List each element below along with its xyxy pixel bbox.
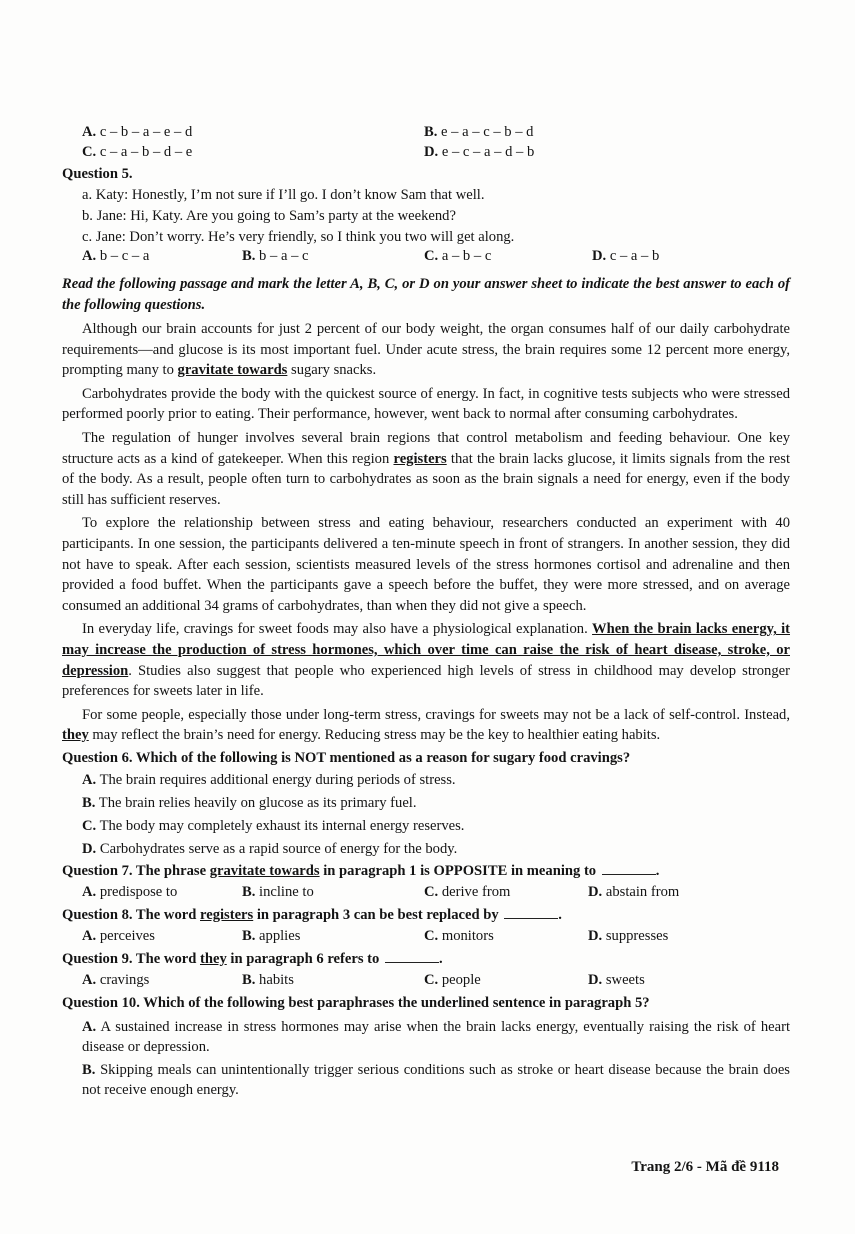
- q7-option-c: C. derive from: [424, 883, 511, 900]
- q8-option-d: D. suppresses: [588, 927, 669, 944]
- q7-option-d: D. abstain from: [588, 883, 680, 900]
- q6-option-d: D. Carbohydrates serve as a rapid source of energy for the body.: [82, 840, 458, 857]
- q10-option-b: B. Skipping meals can unintentionally trigger serious conditions such as stroke or heart disease because the brain does not receive enough energy.: [82, 1061, 790, 1098]
- q5-option-b: B. b – a – c: [242, 248, 309, 264]
- q4-option-a: A. c – b – a – e – d: [82, 124, 193, 140]
- q4-option-b: B. e – a – c – b – d: [424, 124, 534, 140]
- page-footer: Trang 2/6 - Mã đề 9118: [631, 1159, 779, 1175]
- q10-heading: Question 10. Which of the following best paraphrases the underlined sentence in paragraph 5?: [62, 994, 650, 1011]
- answer-blank: [602, 862, 656, 875]
- q6-option-a: A. The brain requires additional energy during periods of stress.: [82, 771, 456, 788]
- q5-line-c: c. Jane: Don’t worry. He’s very friendly, so I think you two will get along.: [82, 229, 515, 245]
- passage-paragraph-6: For some people, especially those under long-term stress, cravings for sweets may not be a lack of self-control. Instead, they may reflect the brain’s need for energy. Reducing stress may be the key to healthier eating habits.: [62, 706, 790, 744]
- underlined-sentence: When the brain lacks energy, it may increase the production of stress hormones, which over time can raise the risk of heart disease, stroke, or depression: [62, 621, 790, 679]
- underlined-registers: registers: [393, 450, 447, 467]
- q9-heading: Question 9. The word they in paragraph 6 refers to .: [62, 950, 443, 967]
- q6-option-c: C. The body may completely exhaust its internal energy reserves.: [82, 817, 465, 834]
- underlined-gravitate-towards: gravitate towards: [177, 362, 288, 379]
- exam-page: [62, 124, 790, 1100]
- q9-option-c: C. people: [424, 971, 481, 988]
- q10-option-a: A. A sustained increase in stress hormones may arise when the brain lacks energy, eventually raising the risk of heart disease or depression.: [82, 1018, 790, 1055]
- q4-option-d: D. e – c – a – d – b: [424, 144, 535, 160]
- underlined-they: they: [62, 727, 89, 744]
- q4-option-c: C. c – a – b – d – e: [82, 144, 193, 160]
- passage-paragraph-4: To explore the relationship between stress and eating behaviour, researchers conducted an experiment with 40 participants. In one session, the participants delivered a ten-minute speech in front of strangers. In another session, they did not have to speak. After each session, scientists measured levels of the stress hormones cortisol and adrenaline and then provided a food buffet. When the participants gave a speech before the buffet, they were more stressed, and on average consumed an additional 34 grams of carbohydrates, than when they did not give a speech.: [62, 515, 790, 614]
- q5-options: [82, 248, 790, 268]
- q5-line-b: b. Jane: Hi, Katy. Are you going to Sam’s party at the weekend?: [82, 208, 456, 224]
- q6-option-b: B. The brain relies heavily on glucose as its primary fuel.: [82, 794, 417, 811]
- q4-options-row-2: [82, 144, 790, 164]
- q7-heading: Question 7. The phrase gravitate towards in paragraph 1 is OPPOSITE in meaning to .: [62, 862, 660, 879]
- q8-heading: Question 8. The word registers in paragraph 3 can be best replaced by .: [62, 906, 562, 923]
- q9-option-b: B. habits: [242, 971, 294, 988]
- reading-instruction: Read the following passage and mark the letter A, B, C, or D on your answer sheet to indicate the best answer to each of the following questions.: [62, 276, 790, 313]
- q9-options: [82, 970, 790, 993]
- q5-line-a: a. Katy: Honestly, I’m not sure if I’ll go. I don’t know Sam that well.: [82, 187, 485, 203]
- q9-option-d: D. sweets: [588, 971, 645, 988]
- q6-heading: Question 6. Which of the following is NOT mentioned as a reason for sugary food cravings?: [62, 749, 631, 766]
- q8-option-b: B. applies: [242, 927, 301, 944]
- q5-option-a: A. b – c – a: [82, 248, 150, 264]
- q5-option-c: C. a – b – c: [424, 248, 492, 264]
- passage-paragraph-1: Although our brain accounts for just 2 percent of our body weight, the organ consumes half of our daily carbohydrate requirements—and glucose is its most important fuel. Under acute stress, the brain requires some 12 percent more energy, prompting many to gravitate towards sugary snacks.: [62, 321, 790, 379]
- q7-option-a: A. predispose to: [82, 883, 178, 900]
- q4-options-row-1: [82, 124, 790, 144]
- q8-option-c: C. monitors: [424, 927, 494, 944]
- q8-options: [82, 926, 790, 949]
- q5-heading: Question 5.: [62, 166, 133, 182]
- q7-option-b: B. incline to: [242, 883, 314, 900]
- passage-paragraph-2: Carbohydrates provide the body with the quickest source of energy. In fact, in cognitive tests subjects who were stressed performed poorly prior to eating. Their performance, however, went back to normal after consuming carbohydrates.: [62, 385, 790, 423]
- q7-options: [82, 882, 790, 905]
- q8-option-a: A. perceives: [82, 927, 155, 944]
- q5-option-d: D. c – a – b: [592, 248, 660, 264]
- passage-paragraph-3: The regulation of hunger involves several brain regions that control metabolism and feeding behaviour. One key structure acts as a kind of gatekeeper. When this region registers that the brain lacks glucose, it limits signals from the rest of the body. As a result, people often turn to carbohydrates as soon as the brain signals a need for energy, even if the body still has sufficient reserves.: [62, 429, 790, 508]
- answer-blank: [504, 906, 558, 919]
- q9-option-a: A. cravings: [82, 971, 150, 988]
- answer-blank: [385, 950, 439, 963]
- passage-paragraph-5: In everyday life, cravings for sweet foods may also have a physiological explanation. When the brain lacks energy, it may increase the production of stress hormones, which over time can raise the risk of heart disease, stroke, or depression. Studies also suggest that people who experienced high levels of stress in childhood may develop stronger preferences for sweets later in life.: [62, 621, 790, 700]
